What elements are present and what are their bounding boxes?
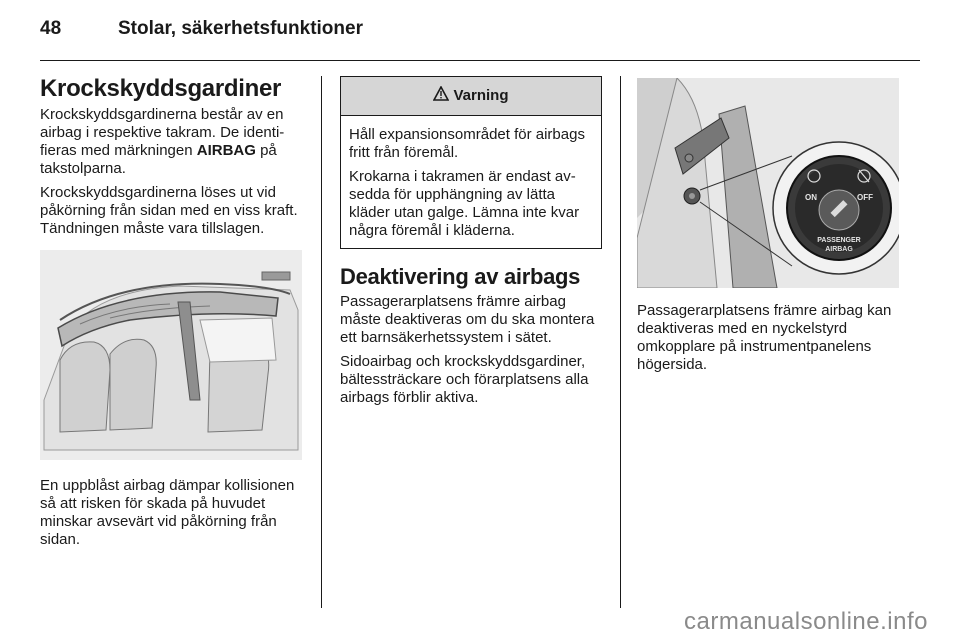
paragraph-key-switch: Passagerarplatsens främre airbag kan deaktiveras med en nyckelstyrd omkopplare på instrumentpanelens högersida. [637,302,892,373]
column-divider-2 [620,76,621,608]
column-divider-1 [321,76,322,608]
section-heading-deactivation: Deaktivering av airbags [340,264,581,289]
page-number: 48 [40,18,62,39]
warning-text-2: Krokarna i takramen är endast avsedda för upphängning av lätta kläder utan galge. Lämna inte kvar några föremål i kläderna. [349,168,580,239]
column-3 [637,74,899,380]
switch-label-passenger: PASSENGER [817,237,861,244]
paragraph-curtain-intro [40,106,308,178]
paragraph-text: på takstolparna. [40,142,277,177]
paragraph-active-airbags: Sidoairbag och krockskyddsgardiner, bältessträckare och förarplatsens alla airbags förblir aktiva. [340,353,589,406]
paragraph-curtain-effect: En uppblåst airbag dämpar kollisionen så att risken för skada på huvudet minskar avsevärt vid påkörning från sidan. [40,477,295,548]
switch-label-off: OFF [857,193,873,202]
paragraph-deactivation: Passagerarplatsens främre airbag måste deaktiveras om du ska montera ett barnsäkerhetssystem i sätet. [340,293,595,346]
watermark: carmanualsonline.info [684,608,928,635]
warning-triangle-icon [433,86,449,106]
airbag-keyword: AIRBAG [196,142,256,159]
paragraph-curtain-deploy: Krockskyddsgardinerna löses ut vid påkörning från sidan med en viss kraft. Tändningen måste vara tillslagen. [40,184,298,237]
column-1 [40,74,308,555]
header-rule [40,60,920,61]
switch-label-on: ON [805,193,817,202]
warning-body [341,116,601,248]
page-header [40,18,363,48]
warning-header [341,77,601,116]
key-switch-drawing [637,78,899,288]
warning-text-1: Håll expansionsområdet för airbags fritt från föremål. [349,126,585,161]
switch-label-airbag: AIRBAG [825,246,853,253]
paragraph-text: Krockskyddsgardinerna består av en airbag i respektive takram. De identifieras med märkningen [40,106,285,159]
column-2 [340,74,602,413]
curtain-airbag-illustration [40,250,302,460]
warning-box [340,76,602,249]
curtain-airbag-drawing [40,250,302,460]
warning-title: Varning [453,87,509,104]
airbag-key-switch-illustration [637,78,899,288]
section-heading-curtain-airbags: Krockskyddsgardiner [40,75,282,102]
page-title: Stolar, säkerhetsfunktioner [118,18,363,39]
